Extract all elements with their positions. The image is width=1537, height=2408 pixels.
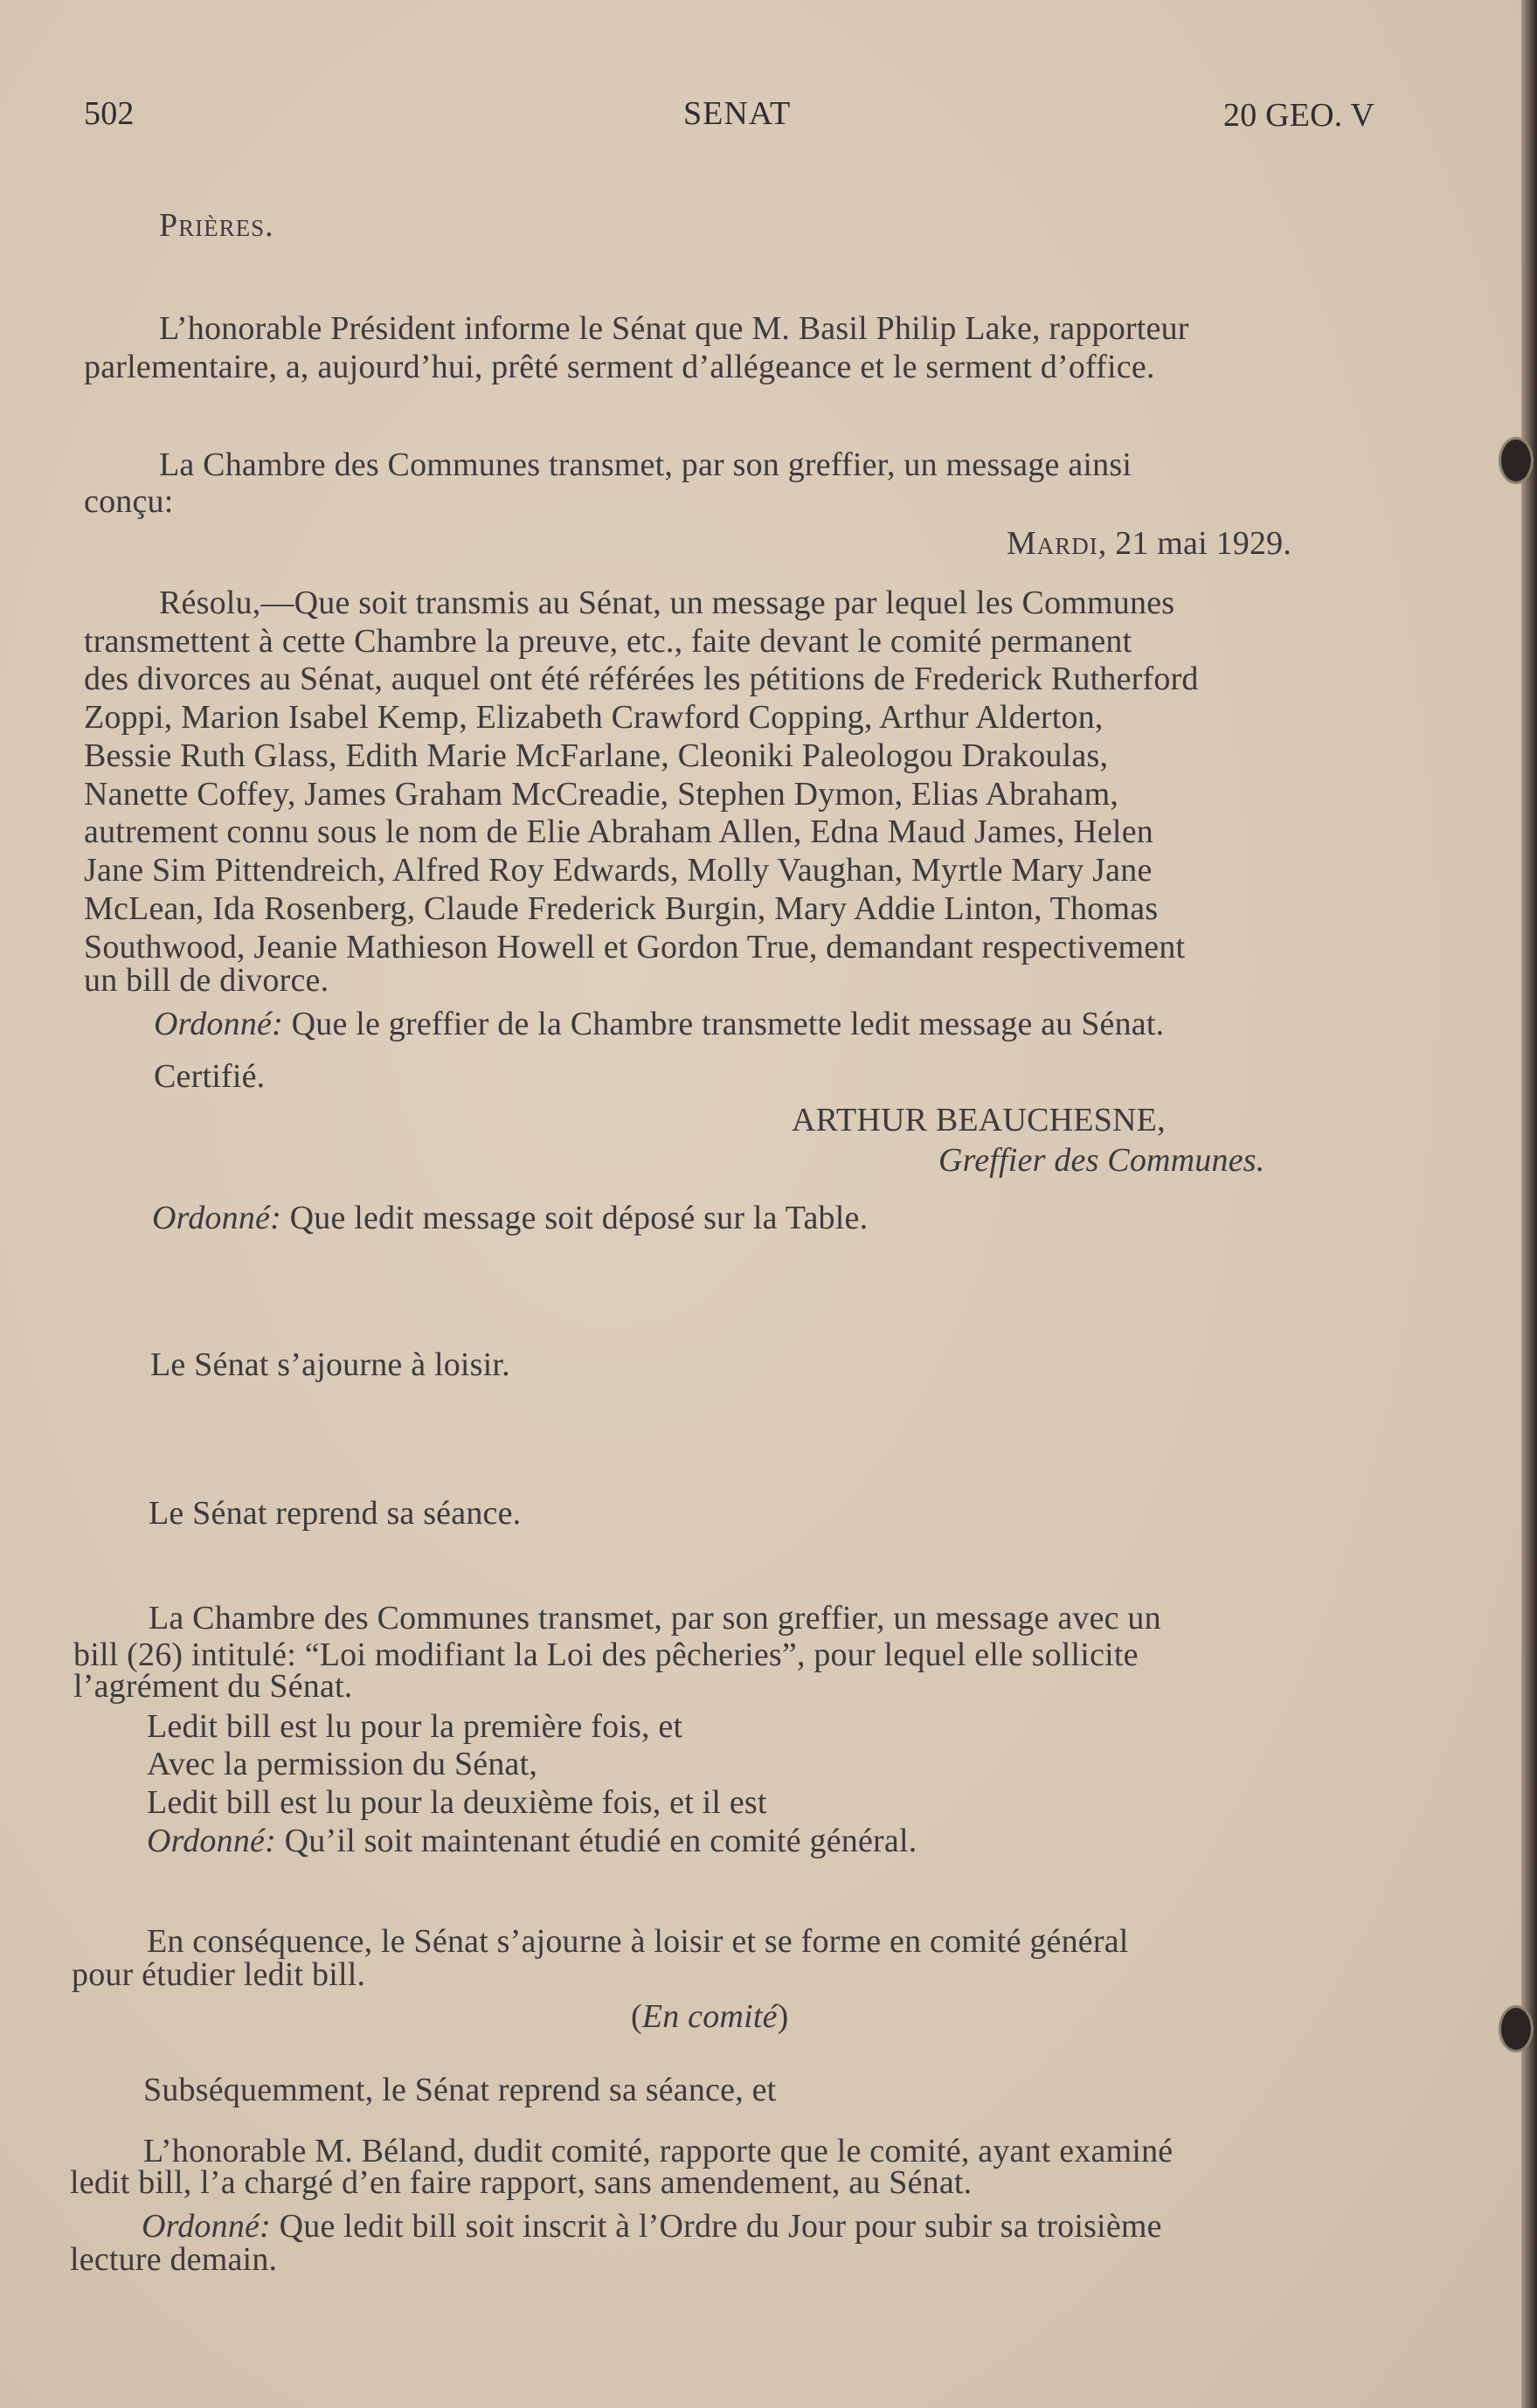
ordonne-text: Que le greffier de la Chambre transmette ledit message au Sénat. (282, 1006, 1165, 1042)
message1-intro-line-1: La Chambre des Communes transmet, par son greffier, un message ainsi (159, 446, 1132, 483)
resolu-line: McLean, Ida Rosenberg, Claude Frederick Burgin, Mary Addie Linton, Thomas (84, 890, 1159, 927)
page-header-title: SENAT (683, 95, 792, 132)
subsequemment: Subséquemment, le Sénat reprend sa séance, et (143, 2072, 777, 2108)
ordonne-label: Ordonné: (147, 1823, 276, 1859)
message1-date-rest: , 21 mai 1929. (1097, 525, 1292, 562)
message2-ordonne (147, 1822, 917, 1860)
punch-hole-lower (1499, 2005, 1534, 2052)
message2-line-2: bill (26) intitulé: “Loi modifiant la Loi des pêcheries”, pour lequel elle sollicite (73, 1636, 1139, 1673)
resolu-line: Jane Sim Pittendreich, Alfred Roy Edwards, Molly Vaughan, Myrtle Mary Jane (84, 852, 1153, 889)
paren-close: ) (777, 1998, 789, 2035)
ordonne-text: Que ledit message soit déposé sur la Table. (280, 1200, 869, 1236)
prieres-heading: Prières. (159, 207, 274, 244)
message2-line-6: Ledit bill est lu pour la deuxième fois, et il est (147, 1784, 767, 1821)
resolu-line: transmettent à cette Chambre la preuve, etc., faite devant le comité permanent (84, 623, 1132, 660)
page-header-regnal-year: 20 GEO. V (1223, 97, 1375, 134)
message1-date (1007, 524, 1291, 563)
comite-line-2: pour étudier ledit bill. (72, 1956, 366, 1993)
message2-line-4: Ledit bill est lu pour la première fois, et (147, 1708, 683, 1745)
resolu-line: un bill de divorce. (84, 962, 329, 999)
resolu-line: Southwood, Jeanie Mathieson Howell et Gordon True, demandant respectivement (84, 929, 1186, 965)
message1-ordonne-2 (152, 1199, 868, 1237)
comite-line-1: En conséquence, le Sénat s’ajourne à loisir et se forme en comité général (147, 1923, 1129, 1960)
resolu-line: Résolu,—Que soit transmis au Sénat, un message par lequel les Communes (159, 585, 1175, 621)
certifie-label: Certifié. (154, 1058, 266, 1095)
message2-line-3: l’agrément du Sénat. (73, 1668, 353, 1705)
beland-line-2: ledit bill, l’a chargé d’en faire rapport, sans amendement, au Sénat. (70, 2164, 973, 2201)
ordonne-label: Ordonné: (142, 2208, 271, 2245)
page-number: 502 (84, 95, 135, 132)
punch-hole-upper (1499, 437, 1534, 484)
message2-line-1: La Chambre des Communes transmet, par son greffier, un message avec un (149, 1600, 1161, 1636)
president-paragraph-line-1: L’honorable Président informe le Sénat que M. Basil Philip Lake, rapporteur (159, 310, 1189, 347)
president-paragraph-line-2: parlementaire, a, aujourd’hui, prêté serment d’allégeance et le serment d’office. (84, 349, 1155, 385)
resolu-line: Zoppi, Marion Isabel Kemp, Elizabeth Crawford Copping, Arthur Alderton, (84, 699, 1104, 736)
senat-ajourne: Le Sénat s’ajourne à loisir. (150, 1346, 510, 1383)
senat-reprend: Le Sénat reprend sa séance. (149, 1495, 522, 1532)
resolu-line: autrement connu sous le nom de Elie Abraham Allen, Edna Maud James, Helen (84, 813, 1153, 850)
ordonne-text: Que ledit bill soit inscrit à l’Ordre du Jour pour subir sa troisième (270, 2208, 1162, 2245)
signer-title: Greffier des Communes. (938, 1142, 1265, 1179)
message1-date-day: Mardi (1007, 525, 1098, 562)
ordonne-text: Qu’il soit maintenant étudié en comité général. (275, 1823, 917, 1859)
beland-line-4: lecture demain. (70, 2241, 278, 2278)
message2-line-5: Avec la permission du Sénat, (147, 1746, 538, 1782)
beland-ordonne (142, 2207, 1162, 2245)
ordonne-label: Ordonné: (152, 1200, 281, 1236)
resolu-line: Bessie Ruth Glass, Edith Marie McFarlane, Cleoniki Paleologou Drakoulas, (84, 737, 1109, 774)
en-comite-text: En comité (641, 1998, 778, 2035)
resolu-line: Nanette Coffey, James Graham McCreadie, Stephen Dymon, Elias Abraham, (84, 776, 1119, 813)
signer-name: ARTHUR BEAUCHESNE, (792, 1102, 1166, 1138)
message1-intro-line-2: conçu: (84, 483, 174, 520)
ordonne-label: Ordonné: (154, 1006, 283, 1042)
message1-ordonne (154, 1005, 1164, 1043)
en-comite (631, 1997, 789, 2036)
paren-open: ( (631, 1998, 642, 2035)
resolu-line: des divorces au Sénat, auquel ont été référées les pétitions de Frederick Rutherford (84, 661, 1199, 697)
beland-line-1: L’honorable M. Béland, dudit comité, rapporte que le comité, ayant examiné (143, 2133, 1174, 2169)
